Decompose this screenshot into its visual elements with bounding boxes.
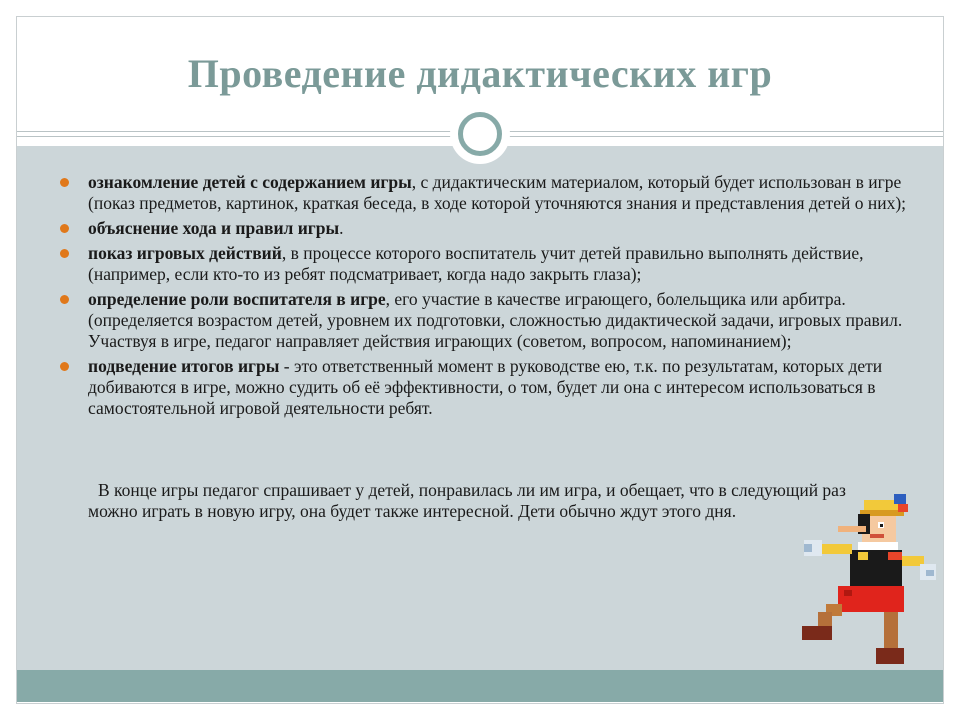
bullet-dot-icon — [60, 295, 69, 304]
list-item — [60, 172, 910, 214]
bullet-text: - это ответственный момент в руководстве ею, т.к. по результатам, которых дети добиваются в игре, можно судить об её эффективности, о том, будет ли она с интересом использоваться в самостоятельной игровой деятельности ребят. — [88, 356, 883, 418]
bullet-text: , с дидактическим материалом, который будет использован в игре (показ предметов, картинок, краткая беседа, в ходе которой уточняются знания и представления детей о них); — [88, 172, 907, 213]
bullet-dot-icon — [60, 224, 69, 233]
list-item — [60, 243, 910, 285]
bullet-lead: определение роли воспитателя в игре — [88, 289, 386, 309]
circle-ornament-icon — [458, 112, 502, 156]
bullet-text: , его участие в качестве играющего, болельщика или арбитра. (определяется возрастом детей, уровнем их подготовки, сложностью дидактической задачи, игровых правил. Участвуя в игре, педагог направляет действия играющих (советом, вопросом, напоминанием); — [88, 289, 903, 351]
closing-paragraph: В конце игры педагог спрашивает у детей, понравилась ли им игра, и обещает, что в следующий раз можно играть в новую игру, она будет также интересной. Дети обычно ждут этого дня. — [88, 480, 846, 521]
list-item — [60, 218, 910, 239]
bullet-text: , в процессе которого воспитатель учит детей правильно выполнять действие, (например, если кто-то из ребят подсматривает, когда надо закрыть глаза); — [88, 243, 864, 284]
slide-title: Проведение дидактических игр — [187, 51, 773, 96]
list-item — [60, 289, 910, 352]
bullet-lead: подведение итогов игры — [88, 356, 280, 376]
bullet-dot-icon — [60, 362, 69, 371]
bullet-list — [60, 172, 910, 423]
bullet-dot-icon — [60, 249, 69, 258]
bullet-lead: ознакомление детей с содержанием игры — [88, 172, 412, 192]
bullet-dot-icon — [60, 178, 69, 187]
list-item — [60, 356, 910, 419]
bullet-text: . — [339, 218, 344, 238]
pinocchio-illustration — [798, 486, 944, 686]
bullet-lead: объяснение хода и правил игры — [88, 218, 340, 238]
bullet-lead: показ игровых действий — [88, 243, 282, 263]
